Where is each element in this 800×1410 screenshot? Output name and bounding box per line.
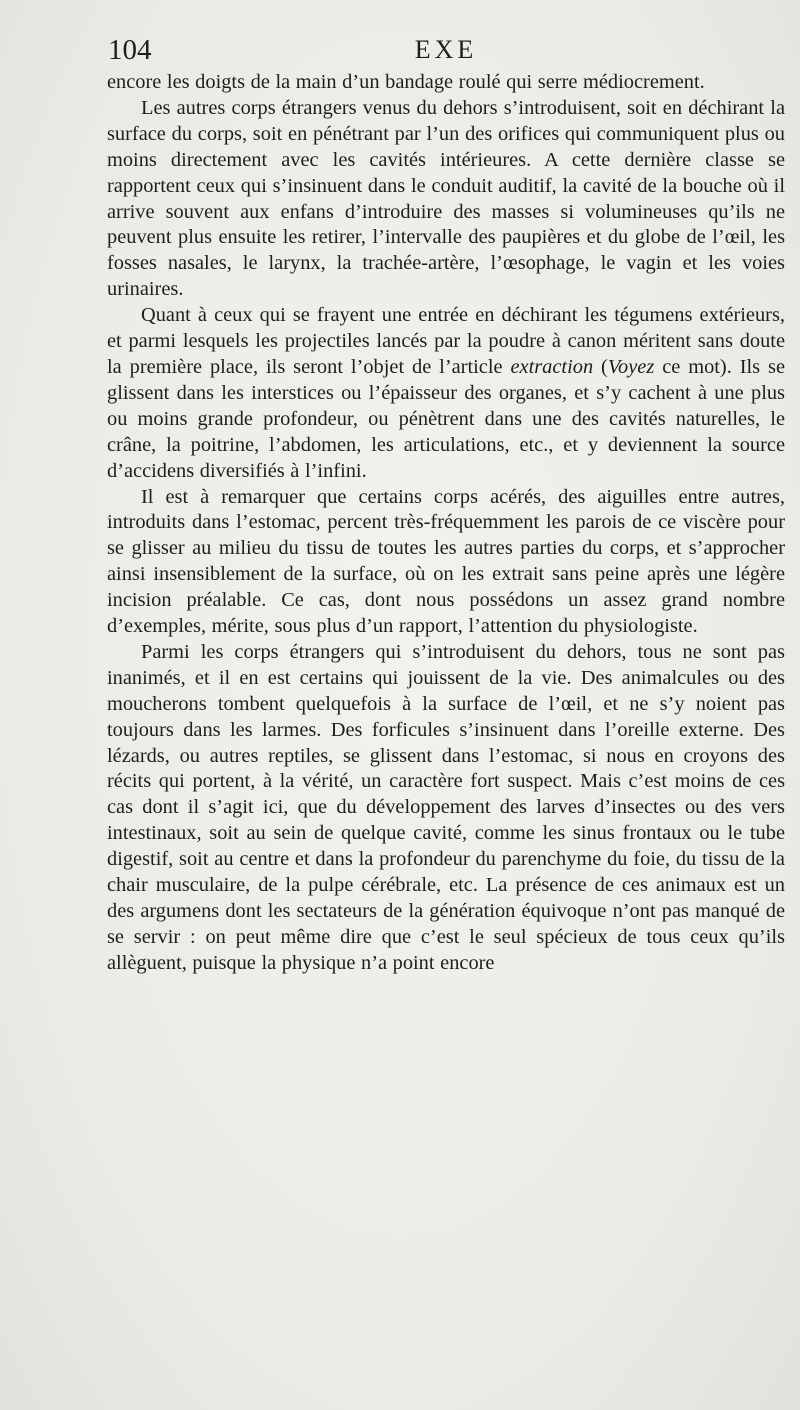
paragraph: Les autres corps étrangers venus du dehors s’introduisent, soit en déchirant la surface du corps, soit en pénétrant par l’un des orifices qui communiquent plus ou moins directement avec les cavités intérieures. A cette dernière classe se rapportent ceux qui s’insinuent dans le conduit auditif, la cavité de la bouche où il arrive souvent aux enfans d’introduire des masses si volumineuses qu’ils ne peuvent plus ensuite les retirer, l’intervalle des paupières et du globe de l’œil, les fosses nasales, le larynx, la trachée-artère, l’œsophage, le vagin et les voies urinaires. xyxy=(107,96,785,301)
italic-term: extraction xyxy=(510,355,594,378)
paragraph xyxy=(107,303,785,484)
paragraph: Parmi les corps étrangers qui s’introduisent du dehors, tous ne sont pas inanimés, et il en est certains qui jouissent de la vie. Des animalcules ou des moucherons tombent quelquefois à la surface de l’œil, et ne s’y noient pas toujours dans les larmes. Des forficules s’insinuent dans l’oreille externe. Des lézards, ou autres reptiles, se glissent dans l’estomac, si nous en croyons des récits qui portent, à la vérité, un caractère fort suspect. Mais c’est moins de ces cas dont il s’agit ici, que du développement des larves d’insectes ou des vers intestinaux, soit au sein de quelque cavité, comme les sinus frontaux ou le tube digestif, soit au centre et dans la profondeur du parenchyme du foie, du tissu de la chair musculaire, de la pulpe cérébrale, etc. La présence de ces animaux est un des argumens dont les sectateurs de la génération équivoque n’ont pas manqué de se servir : on peut même dire que c’est le seul spécieux de tous ceux qu’ils allèguent, puisque la physique n’a point encore xyxy=(107,640,785,974)
paragraph: Il est à remarquer que certains corps acérés, des aiguilles entre autres, introduits dans l’estomac, percent très-fréquemment les parois de ce viscère pour se glisser au milieu du tissu de toutes les autres parties du corps, et s’approcher ainsi insensiblement de la surface, où on les extrait sans peine après une légère incision préalable. Ce cas, dont nous possédons un assez grand nombre d’exemples, mérite, sous plus d’un rapport, l’attention du physiologiste. xyxy=(107,485,785,638)
paragraph-text: ( xyxy=(593,355,608,378)
paragraph-continuation: encore les doigts de la main d’un bandage roulé qui serre médiocrement. xyxy=(107,71,705,93)
paragraph-text: ce mot). Ils se glissent dans les interstices ou l’épaisseur des organes, et s’y cachent à une plus ou moins grande profondeur, ou pénètrent dans une des cavités naturelles, le crâne, la poitrine, l’abdomen, les articulations, etc., et y deviennent la source d’accidens diversifiés à l’infini. xyxy=(107,355,785,482)
page-number: 104 xyxy=(108,34,152,66)
page-header xyxy=(108,32,784,68)
body-text xyxy=(107,70,785,977)
paragraph-text: Quant à ceux qui se frayent une entrée en déchirant les tégumens extérieurs, et parmi lesquels les projectiles lancés par la poudre à canon méritent sans doute la première place, ils seront l’objet de l’article xyxy=(107,304,785,378)
running-head: EXE xyxy=(414,35,478,64)
italic-term: Voyez xyxy=(607,355,655,378)
